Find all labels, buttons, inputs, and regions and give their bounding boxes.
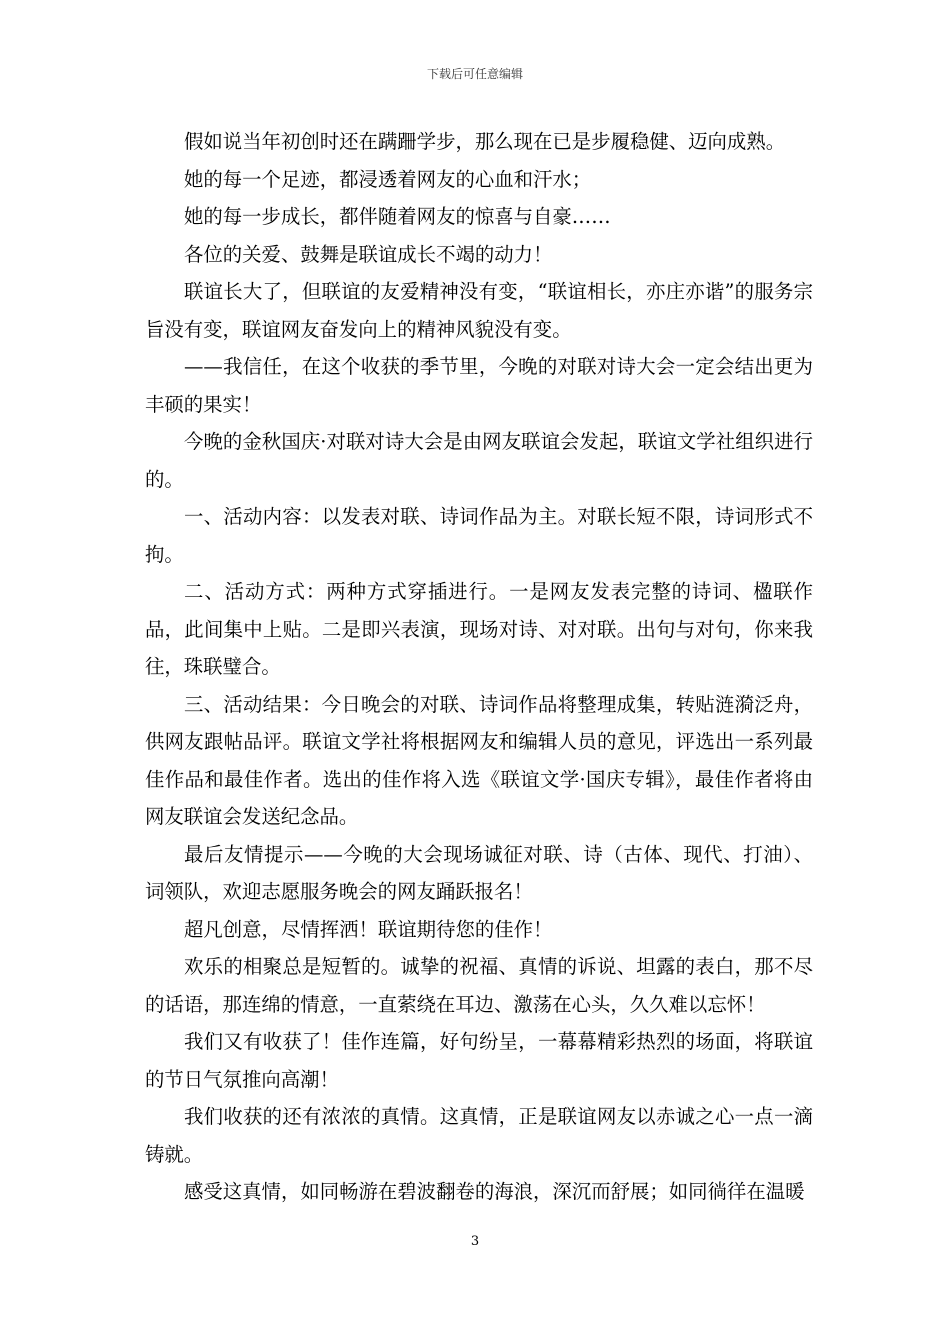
paragraph: 一、活动内容：以发表对联、诗词作品为主。对联长短不限，诗词形式不拘。 — [145, 505, 813, 566]
paragraph: 我们又有收获了！佳作连篇，好句纷呈，一幕幕精彩热烈的场面，将联谊的节日气氛推向高潮！ — [145, 1030, 813, 1091]
paragraph: 欢乐的相聚总是短暂的。诚挚的祝福、真情的诉说、坦露的表白，那不尽的话语，那连绵的情意，一直萦绕在耳边、激荡在心头，久久难以忘怀！ — [145, 955, 813, 1016]
paragraph: 她的每一个足迹，都浸透着网友的心血和汗水； — [184, 167, 592, 191]
paragraph: 三、活动结果：今日晚会的对联、诗词作品将整理成集，转贴涟漪泛舟，供网友跟帖品评。联谊文学社将根据网友和编辑人员的意见，评选出一系列最佳作品和最佳作者。选出的佳作将入选《联谊文学·国庆专辑》，最佳作者将由网友联谊会发送纪念品。 — [145, 692, 813, 828]
page-number: 3 — [470, 1234, 480, 1249]
paragraph: 最后友情提示——今晚的大会现场诚征对联、诗（古体、现代、打油）、词领队，欢迎志愿服务晚会的网友踊跃报名！ — [145, 842, 813, 903]
paragraph: 联谊长大了，但联谊的友爱精神没有变，“联谊相长，亦庄亦谐”的服务宗旨没有变，联谊网友奋发向上的精神风貌没有变。 — [145, 280, 813, 341]
page-header: 下载后可任意编辑 — [426, 67, 523, 81]
paragraph: 超凡创意，尽情挥洒！联谊期待您的佳作！ — [184, 917, 553, 941]
document-body — [145, 123, 813, 1211]
paragraph: 二、活动方式：两种方式穿插进行。一是网友发表完整的诗词、楹联作品，此间集中上贴。二是即兴表演，现场对诗、对对联。出句与对句，你来我往，珠联璧合。 — [145, 580, 813, 678]
paragraph: ——我信任，在这个收获的季节里，今晚的对联对诗大会一定会结出更为丰硕的果实！ — [145, 355, 813, 416]
paragraph: 各位的关爱、鼓舞是联谊成长不竭的动力！ — [184, 242, 553, 266]
paragraph: 感受这真情，如同畅游在碧波翻卷的海浪，深沉而舒展；如同徜徉在温暖 — [184, 1180, 805, 1203]
paragraph: 她的每一步成长，都伴随着网友的惊喜与自豪…… — [184, 205, 611, 228]
paragraph: 我们收获的还有浓浓的真情。这真情，正是联谊网友以赤诚之心一点一滴铸就。 — [145, 1105, 813, 1166]
paragraph: 今晚的金秋国庆·对联对诗大会是由网友联谊会发起，联谊文学社组织进行的。 — [145, 430, 813, 491]
paragraph: 假如说当年初创时还在蹒跚学步，那么现在已是步履稳健、迈向成熟。 — [184, 130, 786, 153]
